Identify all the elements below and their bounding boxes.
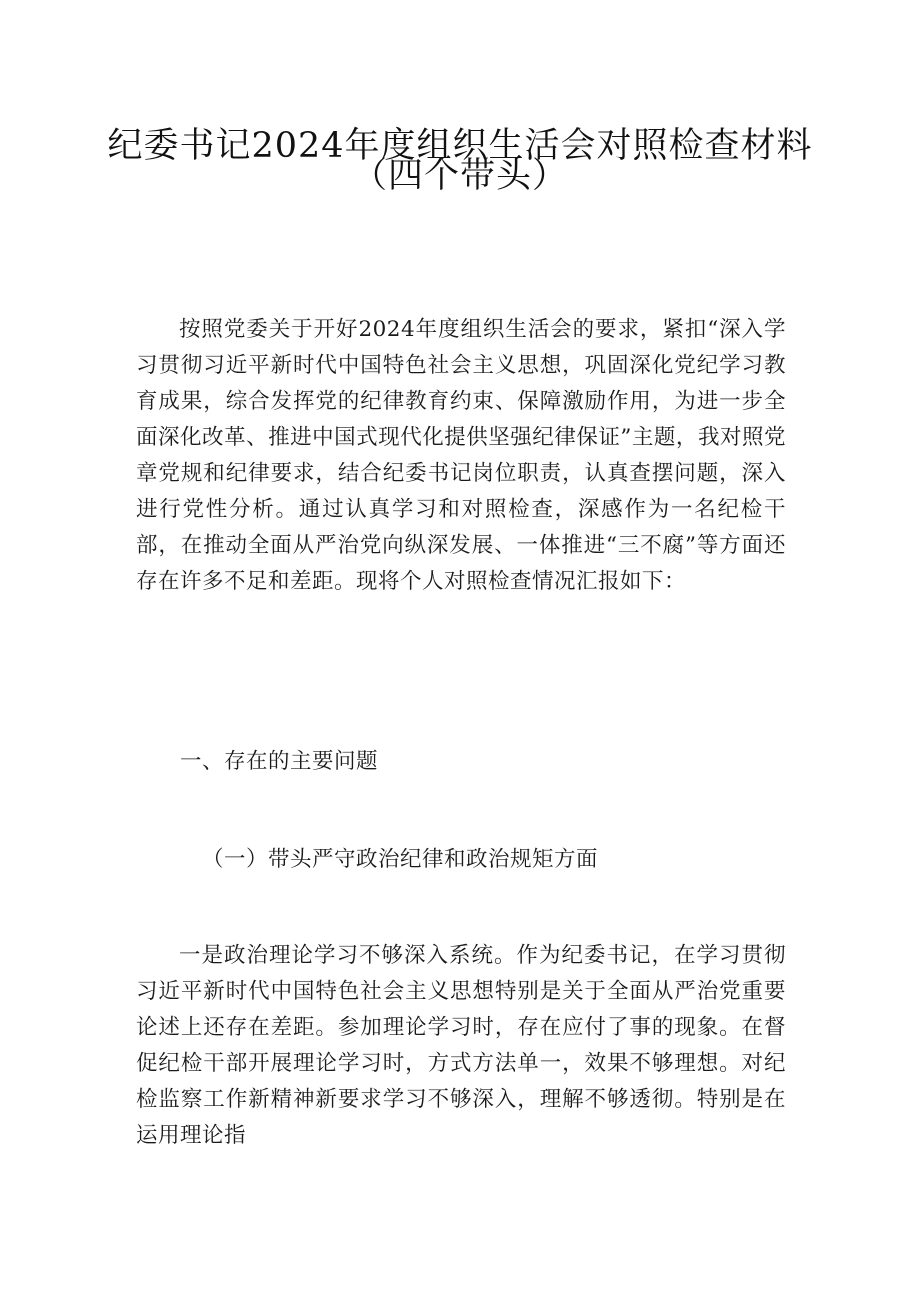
intro-paragraph: 按照党委关于开好2024年度组织生活会的要求，紧扣“深入学习贯彻习近平新时代中国特色社会主义思想，巩固深化党纪学习教育成果，综合发挥党的纪律教育约束、保障激励作用，为进一步全面深化改革、推进中国式现代化提供坚强纪律保证”主题，我对照党章党规和纪律要求，结合纪委书记岗位职责，认真查摆问题，深入进行党性分析。通过认真学习和对照检查，深感作为一名纪检干部，在推动全面从严治党向纵深发展、一体推进“三不腐”等方面还存在许多不足和差距。现将个人对照检查情况汇报如下： <box>136 317 786 594</box>
document-title-line1: 纪委书记2024年度组织生活会对照检查材料 <box>107 126 813 166</box>
body-paragraph: 一是政治理论学习不够深入系统。作为纪委书记，在学习贯彻习近平新时代中国特色社会主义思想特别是关于全面从严治党重要论述上还存在差距。参加理论学习时，存在应付了事的现象。在督促纪检干部开展理论学习时，方式方法单一，效果不够理想。对纪检监察工作新精神新要求学习不够深入，理解不够透彻。特别是在运用理论指 <box>136 943 786 1148</box>
subsection-heading: （一）带头严守政治纪律和政治规矩方面 <box>202 847 599 872</box>
section-heading: 一、存在的主要问题 <box>180 749 379 774</box>
document-title-line2: （四个带头） <box>351 156 568 196</box>
